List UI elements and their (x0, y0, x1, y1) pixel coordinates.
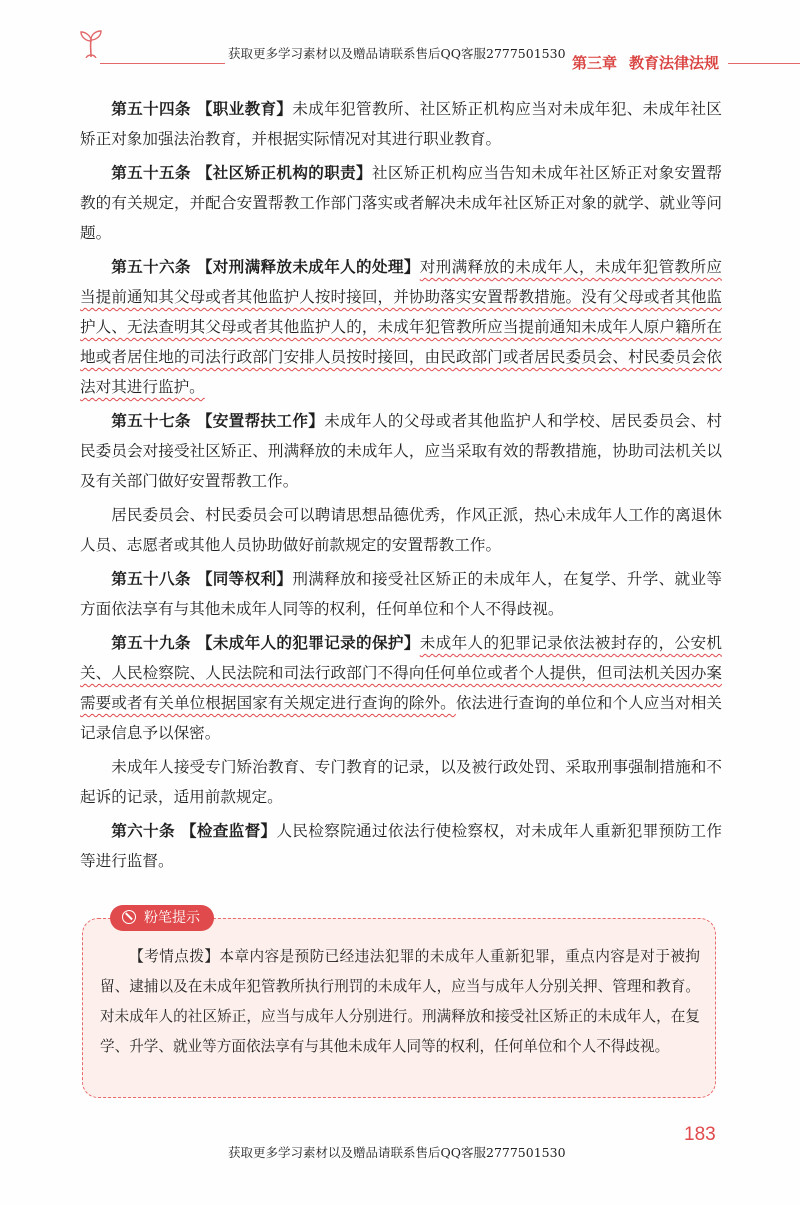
article-number: 第六十条 (111, 822, 175, 840)
article-text: 依法进行查询的单位和个人应当对相关记录信息予以保密。 (80, 694, 722, 742)
article-title: 【同等权利】 (196, 570, 293, 588)
page-number: 183 (684, 1124, 716, 1145)
article-60 (80, 816, 722, 876)
page-header (0, 0, 800, 80)
article-56 (80, 252, 722, 402)
tip-badge-label: 粉笔提示 (144, 910, 200, 926)
article-text: 居民委员会、村民委员会可以聘请思想品德优秀，作风正派，热心未成年人工作的离退休人员、志愿者或其他人员协助做好前款规定的安置帮教工作。 (80, 506, 722, 554)
header-watermark: 获取更多学习素材以及赠品请联系售后QQ客服2777501530 (228, 46, 566, 61)
article-59 (80, 628, 722, 748)
article-text: 未成年犯管教所、社区矫正机构应当对未成年犯、未成年社区矫正对象加强法治教育，并根据实际情况对其进行职业教育。 (80, 100, 722, 148)
article-title: 【安置帮扶工作】 (196, 412, 325, 430)
article-number: 第五十四条 (111, 100, 191, 118)
article-text: 社区矫正机构应当告知未成年社区矫正对象安置帮教的有关规定，并配合安置帮教工作部门落实或者解决未成年社区矫正对象的就学、就业等问题。 (80, 164, 722, 242)
chalk-icon (122, 910, 136, 924)
article-number: 第五十九条 (111, 634, 191, 652)
article-title: 【对刑满释放未成年人的处理】 (196, 258, 420, 276)
article-number: 第五十七条 (111, 412, 191, 430)
chapter-title: 教育法律法规 (629, 54, 720, 72)
article-59-paragraph-2 (80, 752, 722, 812)
article-title: 【社区矫正机构的职责】 (196, 164, 372, 182)
article-text-highlighted: 未成年人的犯罪记录依法被封存的，公安机关、人民检察院、人民法院和司法行政部门不得向任何单位或者个人提供，但司法机关因办案需要或者有关单位根据国家有关规定进行查询的除外。 (80, 634, 722, 712)
article-title: 【检查监督】 (180, 822, 277, 840)
chapter-number: 第三章 (572, 54, 618, 72)
article-text: 刑满释放和接受社区矫正的未成年人，在复学、升学、就业等方面依法享有与其他未成年人同等的权利，任何单位和个人不得歧视。 (80, 570, 722, 618)
article-number: 第五十六条 (111, 258, 191, 276)
article-number: 第五十五条 (111, 164, 191, 182)
article-title: 【职业教育】 (196, 100, 293, 118)
article-text: 未成年人的父母或者其他监护人和学校、居民委员会、村民委员会对接受社区矫正、刑满释放的未成年人，应当采取有效的帮教措施，协助司法机关以及有关部门做好安置帮教工作。 (80, 412, 722, 490)
article-text-highlighted: 对刑满释放的未成年人，未成年犯管教所应当提前通知其父母或者其他监护人按时接回，并协助落实安置帮教措施。没有父母或者其他监护人、无法查明其父母或者其他监护人的，未成年犯管教所应当提前通知未成年人原户籍所在地或者居住地的司法行政部门安排人员按时接回，由民政部门或者居民委员会、村民委员会依法对其进行监护。 (80, 258, 722, 396)
article-number: 第五十八条 (111, 570, 191, 588)
tip-text (100, 942, 700, 1062)
chapter-heading (572, 52, 719, 73)
article-57-paragraph-2 (80, 500, 722, 560)
article-content (80, 94, 722, 880)
tip-label: 【考情点拨】 (129, 948, 220, 965)
article-57 (80, 406, 722, 496)
header-rule-right (728, 63, 800, 64)
tip-body: 本章内容是预防已经违法犯罪的未成年人重新犯罪，重点内容是对于被拘留、逮捕以及在未成年犯管教所执行刑罚的未成年人，应当与成年人分别关押、管理和教育。对未成年人的社区矫正，应当与成年人分别进行。刑满释放和接受社区矫正的未成年人，在复学、升学、就业等方面依法享有与其他未成年人同等的权利，任何单位和个人不得歧视。 (100, 948, 700, 1055)
article-text: 人民检察院通过依法行使检察权，对未成年人重新犯罪预防工作等进行监督。 (80, 822, 722, 870)
article-54 (80, 94, 722, 154)
sprout-icon (78, 28, 104, 58)
header-rule-left (100, 63, 225, 64)
footer-watermark: 获取更多学习素材以及赠品请联系售后QQ客服2777501530 (228, 1145, 566, 1160)
article-58 (80, 564, 722, 624)
article-55 (80, 158, 722, 248)
article-title: 【未成年人的犯罪记录的保护】 (196, 634, 420, 652)
article-text: 未成年人接受专门矫治教育、专门教育的记录，以及被行政处罚、采取刑事强制措施和不起诉的记录，适用前款规定。 (80, 758, 722, 806)
tip-badge (110, 905, 214, 931)
